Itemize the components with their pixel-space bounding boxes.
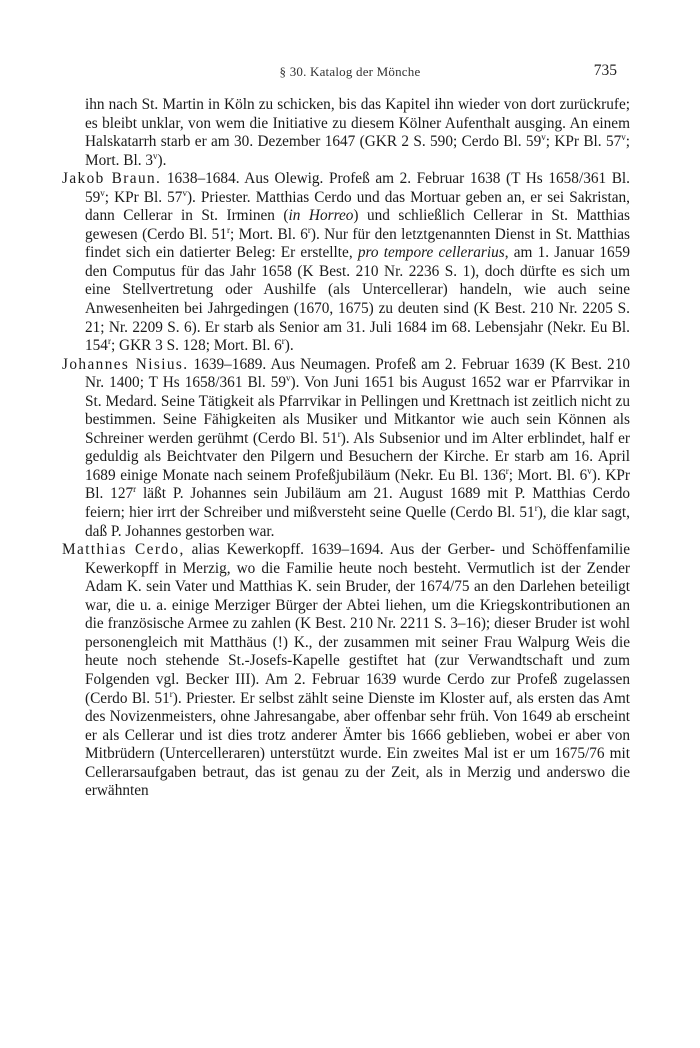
text-run: ). Von Juni 1651 bis August 1652 war er Pfarrvikar in St. Medard. Seine Tätigkeit als Pfarrvikar in Pellingen und Krettnach ist zeitlich nicht zu bestimmen. Seine Fähigkeiten als Musiker und Mitkantor wie auch sein Können als Schreiner werden gerühmt (Cerdo Bl. 51	[85, 374, 630, 447]
text-run: ). Als Subsenior und im Alter erblindet, half er geduldig als Beichtvater den Pilgern und Besuchern der Kirche. Er starb am 16. April 1689 einige Monate nach seinem Profeßjubiläum (Nekr. Eu Bl. 136	[85, 429, 630, 484]
text-run: ). Priester. Er selbst zählt seine Dienste im Kloster auf, als ersten das Amt des Novizenmeisters, ohne Jahresangabe, aber offenbar sehr früh. Von 1649 ab erscheint er als Cellerar und ist dies trotz anderer Ämter bis 1666 geblieben, wobei er aber von Mitbrüdern (Untercelleraren) unterstützt wurde. Ein zweites Mal ist er um 1675/76 mit Cellerarsaufgaben betraut, das ist genau zu der Zeit, als in Merzig und anderswo die erwähnten	[85, 689, 630, 800]
folio-side: r	[281, 336, 285, 347]
folio-side: r	[307, 224, 311, 235]
text-run: ).	[284, 337, 294, 355]
folio-side: v	[541, 132, 546, 142]
text-run: ; Mort. Bl. 6	[229, 225, 308, 243]
folio-side: r	[534, 502, 538, 513]
folio-side: v	[182, 187, 187, 198]
text-run: 1639–1689. Aus Neumagen. Profeß am 2. Februar 1639 (K Best. 210 Nr. 1400; T Hs 1658/361 Bl. 59	[85, 355, 631, 392]
text-run: ).	[157, 151, 167, 169]
text-run: ), die klar sagt, daß P. Johannes gestorben war.	[85, 504, 631, 540]
folio-side: r	[505, 465, 509, 476]
folio-side: v	[587, 465, 592, 476]
text-run: ; KPr Bl. 57	[104, 188, 183, 206]
folio-side: r	[169, 688, 173, 699]
page-header	[0, 62, 700, 82]
text-run: ). Priester. Matthias Cerdo und das Mortuar geben an, er sei Sakristan, dann Cellerar in St. Irminen (	[85, 188, 630, 225]
italic-text: in Horreo	[288, 207, 354, 225]
folio-side: v	[286, 373, 291, 384]
text-run: ; Mort. Bl. 3	[85, 133, 630, 169]
text-run: ) und schließlich Cellerar in St. Matthias gewesen (Cerdo Bl. 51	[85, 207, 630, 243]
text-run: 1638–1684. Aus Olewig. Profeß am 2. Februar 1638 (T Hs 1658/361 Bl. 59	[85, 170, 631, 206]
text-run: ). Nur für den letztgenannten Dienst in St. Matthias findet sich ein datierter Beleg: Er erstellte,	[85, 225, 630, 262]
entry-matthias-cerdo	[62, 541, 630, 801]
text-run: ; KPr Bl. 57	[545, 133, 622, 151]
folio-side: v	[153, 150, 158, 161]
text-run: ; GKR 3 S. 128; Mort. Bl. 6	[110, 337, 282, 355]
paragraph-continuation	[62, 96, 630, 170]
entry-name: Jakob Braun.	[62, 170, 162, 188]
text-run: ; Mort. Bl. 6	[508, 466, 588, 484]
entry-johannes-nisius	[62, 356, 630, 541]
folio-side: r	[133, 484, 137, 495]
folio-side: r	[107, 336, 111, 347]
folio-side: r	[337, 428, 341, 439]
italic-text: pro tempore cellerarius	[357, 244, 505, 262]
folio-side: r	[226, 224, 230, 235]
text-run: alias Kewerkopff. 1639–1694. Aus der Gerber- und Schöffenfamilie Kewerkopff in Merzig, wo die Familie heute noch besteht. Vermutlich ist der Zender Adam K. sein Vater und Matthias K. sein Bruder, der 1674/75 an den Darlehen beteiligt war, die u. a. einige Merziger Bürger der Abtei liehen, um die Kriegskontributionen an die französische Armee zu zahlen (K Best. 210 Nr. 2211 S. 3–16); dieser Bruder ist wohl personengleich mit Matthäus (!) K., der zusammen mit seiner Frau Walpurg Weis die heute noch stehende St.-Josefs-Kapelle gestiftet hat (zur Verwandtschaft und zum Folgenden vgl. Becker III). Am 2. Februar 1639 wurde Cerdo zur Profeß zugelassen (Cerdo Bl. 51	[85, 541, 630, 707]
page-number: 735	[593, 62, 617, 79]
body-text	[62, 96, 630, 801]
text-run: läßt P. Johannes sein Jubiläum am 21. August 1689 mit P. Matthias Cerdo feiern; hier irrt der Schreiber und mißversteht seine Quelle (Cerdo Bl. 51	[85, 485, 631, 522]
text-run: ). KPr Bl. 127	[85, 466, 630, 503]
text-run: , am 1. Januar 1659 den Computus für das Jahr 1658 (K Best. 210 Nr. 2236 S. 1), doch dürfte es sich um eine Stellvertretung oder Aushilfe (als Untercellerar) handeln, wie auch seine Anwesenheiten bei Jahrgedingen (1670, 1675) zu deuten sind (K Best. 210 Nr. 2205 S. 21; Nr. 2209 S. 6). Er starb als Senior am 31. Juli 1684 im 68. Lebensjahr (Nekr. Eu Bl. 154	[85, 244, 630, 355]
folio-side: v	[621, 132, 626, 142]
entry-jakob-braun	[62, 170, 630, 355]
entry-name: Johannes Nisius.	[62, 355, 189, 373]
running-head: § 30. Katalog der Mönche	[279, 64, 421, 79]
text-run: ihn nach St. Martin in Köln zu schicken, bis das Kapitel ihn wieder von dort zurückrufe; es bleibt unklar, von wem die Initiative zu diesem Kölner Aufenthalt ausging. An einem Halskatarrh starb er am 30. Dezember 1647 (GKR 2 S. 590; Cerdo Bl. 59	[85, 96, 630, 151]
entry-name: Matthias Cerdo,	[62, 541, 185, 559]
folio-side: v	[100, 187, 105, 198]
